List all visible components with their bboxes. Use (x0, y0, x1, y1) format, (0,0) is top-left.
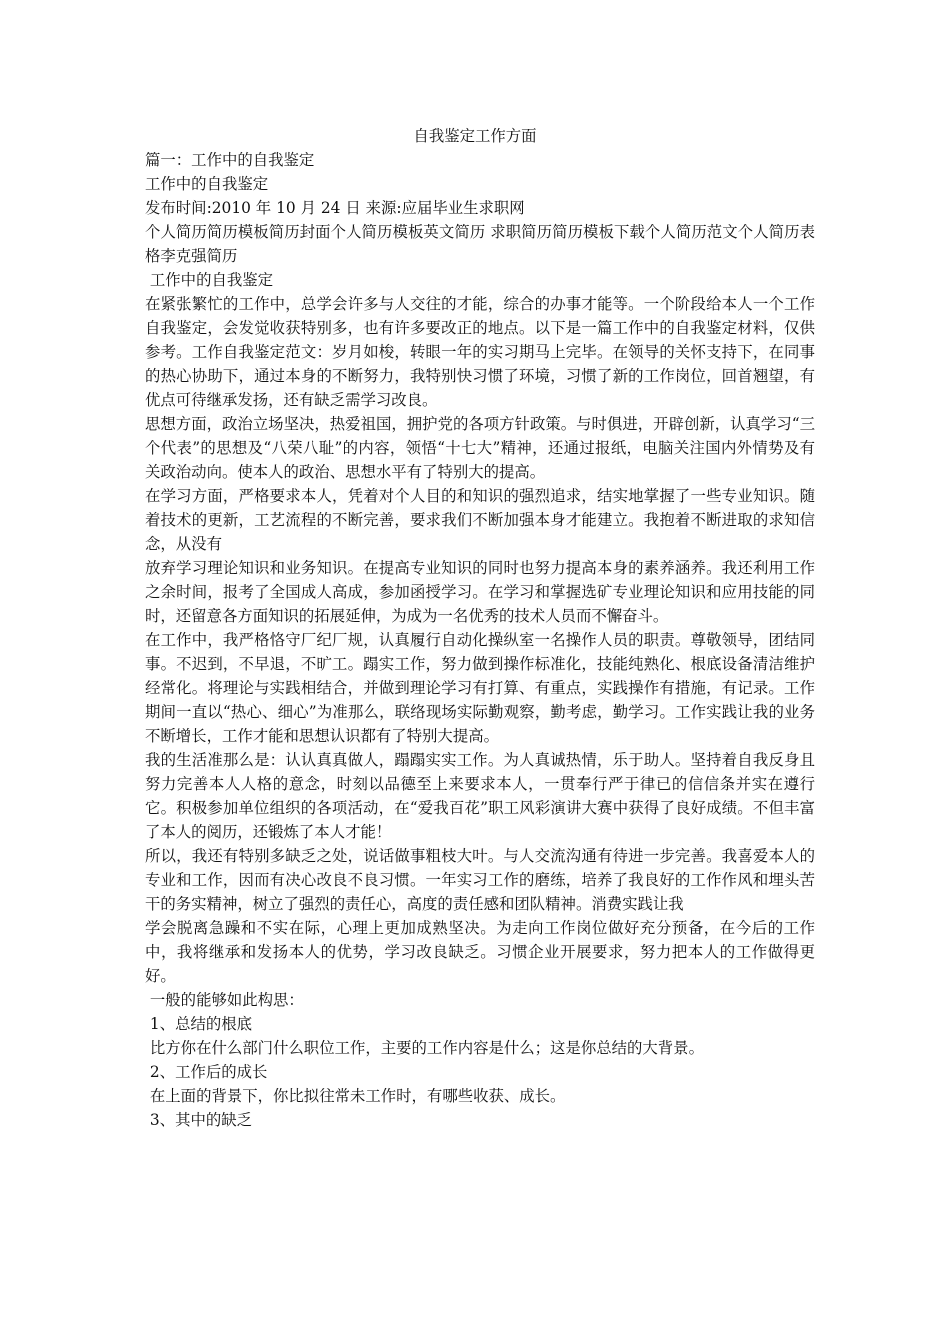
paragraph-study-cont: 放弃学习理论知识和业务知识。在提高专业知识的同时也努力提高本身的素养涵养。我还利用工作之余时间，报考了全国成人高成，参加函授学习。在学习和掌握选矿专业理论知识和应用技能的同时，还留意各方面知识的拓展延伸，为成为一名优秀的技术人员而不懈奋斗。 (145, 559, 815, 625)
article-title: 工作中的自我鉴定 (145, 175, 269, 193)
paragraph-conclusion: 学会脱离急躁和不实在际，心理上更加成熟坚决。为走向工作岗位做好充分预备，在今后的工作中，我将继承和发扬本人的优势，学习改良缺乏。习惯企业开展要求，努力把本人的工作做得更好。 (145, 919, 815, 985)
paragraph-work: 在工作中，我严格恪守厂纪厂规，认真履行自动化操纵室一名操作人员的职责。尊敬领导，团结同事。不迟到，不早退，不旷工。蹋实工作，努力做到操作标准化，技能纯熟化、根底设备清洁维护经常化。将理论与实践相结合，并做到理论学习有打算、有重点，实践操作有措施，有记录。工作期间一直以“热心、细心”为准那么，联络现场实际勤观察，勤考虑，勤学习。工作实践让我的业务不断增长，工作才能和思想认识都有了特别大提高。 (145, 631, 815, 745)
paragraph-thought: 思想方面，政治立场坚决，热爱祖国，拥护党的各项方针政策。与时俱进，开辟创新，认真学习“三个代表”的思想及“八荣八耻”的内容，领悟“十七大”精神，还通过报纸，电脑关注国内外情势及有关政治动向。使本人的政治、思想水平有了特别大的提高。 (145, 415, 815, 481)
paragraph-study: 在学习方面，严格要求本人，凭着对个人目的和知识的强烈追求，结实地掌握了一些专业知识。随着技术的更新，工艺流程的不断完善，要求我们不断加强本身才能建立。我抱着不断进取的求知信念，从没有 (145, 487, 815, 553)
outline-item-2-desc: 在上面的背景下，你比拟往常未工作时，有哪些收获、成长。 (145, 1087, 566, 1105)
article-subheading: 工作中的自我鉴定 (145, 271, 274, 289)
outline-item-1: 1、总结的根底 (145, 1015, 253, 1033)
paragraph-intro: 在紧张繁忙的工作中，总学会许多与人交往的才能，综合的办事才能等。一个阶段给本人一个工作自我鉴定，会发觉收获特别多，也有许多要改正的地点。以下是一篇工作中的自我鉴定材料，仅供参考。工作自我鉴定范文：岁月如梭，转眼一年的实习期马上完毕。在领导的关怀支持下，在同事的热心协助下，通过本身的不断努力，我特别快习惯了环境，习惯了新的工作岗位，回首翘望，有优点可待继承发扬，还有缺乏需学习改良。 (145, 295, 815, 409)
outline-intro: 一般的能够如此构思： (145, 991, 304, 1009)
section-heading: 篇一：工作中的自我鉴定 (145, 151, 315, 169)
publish-info: 发布时间:2010 年 10 月 24 日 来源:应届毕业生求职网 (145, 199, 525, 217)
related-links-paragraph: 个人简历简历模板简历封面个人简历模板英文简历 求职简历简历模板下载个人简历范文个人简历表格李克强简历 (145, 223, 815, 265)
paragraph-shortcomings: 所以，我还有特别多缺乏之处，说话做事粗枝大叶。与人交流沟通有待进一步完善。我喜爱本人的专业和工作，因而有决心改良不良习惯。一年实习工作的磨练，培养了我良好的工作作风和埋头苦干的务实精神，树立了强烈的责任心，高度的责任感和团队精神。消费实践让我 (145, 847, 815, 913)
document-title: 自我鉴定工作方面 (413, 127, 537, 145)
outline-item-3: 3、其中的缺乏 (145, 1111, 253, 1129)
outline-item-2: 2、工作后的成长 (145, 1063, 268, 1081)
document-body (145, 148, 815, 1132)
paragraph-life: 我的生活准那么是：认认真真做人，蹋蹋实实工作。为人真诚热情，乐于助人。坚持着自我反身且努力完善本人人格的意念，时刻以品德至上来要求本人，一贯奉行严于律已的信信条并实在遵行它。积极参加单位组织的各项活动，在“爱我百花”职工风彩演讲大赛中获得了良好成绩。不但丰富了本人的阅历，还锻炼了本人才能！ (145, 751, 815, 841)
outline-item-1-desc: 比方你在什么部门什么职位工作，主要的工作内容是什么；这是你总结的大背景。 (145, 1039, 704, 1057)
